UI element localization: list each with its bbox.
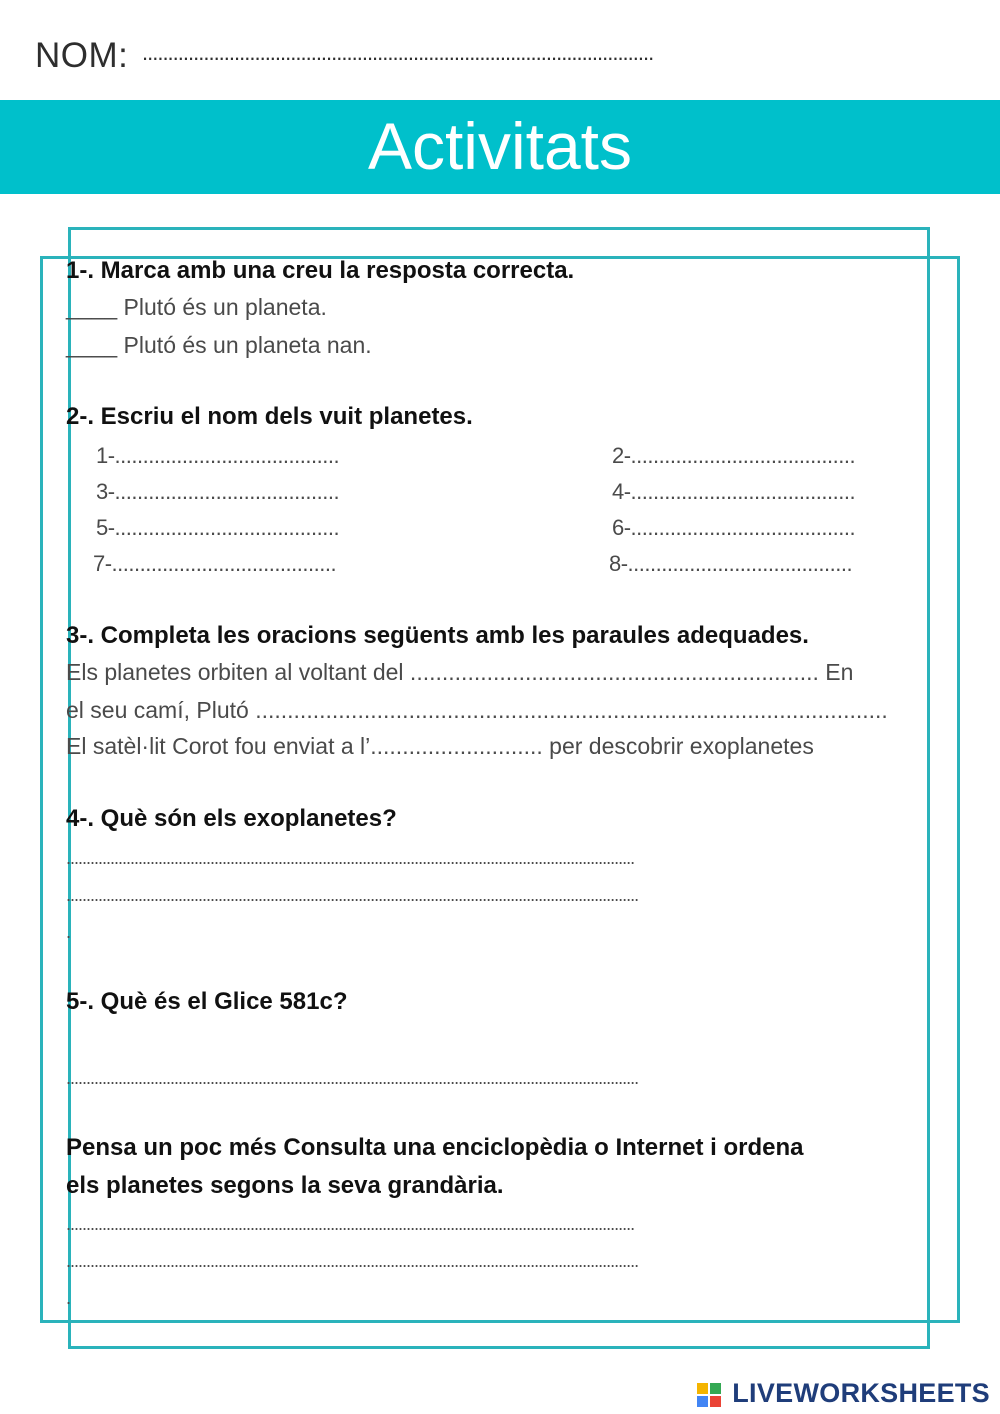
- question-4-answer-line-3[interactable]: .: [66, 922, 71, 942]
- question-4-answer-line-2[interactable]: ...............................................................................................................................................: [66, 885, 639, 905]
- question-1-option-1[interactable]: ____ Plutó és un planeta.: [66, 294, 327, 320]
- planet-blank-1[interactable]: 1-........................................: [96, 443, 340, 468]
- extra-activity-title-line-2: els planetes segons la seva grandària.: [66, 1172, 504, 1199]
- planet-blank-5[interactable]: 5-........................................: [96, 515, 340, 540]
- question-1-option-2[interactable]: ____ Plutó és un planeta nan.: [66, 332, 372, 358]
- question-3-line-3[interactable]: El satèl·lit Corot fou enviat a l’........................... per descobrir exoplanetes: [66, 733, 814, 759]
- watermark: LIVEWORKSHEETS: [732, 1378, 990, 1408]
- question-4-title: 4-. Què són els exoplanetes?: [66, 805, 397, 832]
- planet-blank-8[interactable]: 8-........................................: [609, 551, 853, 576]
- planet-blank-2[interactable]: 2-........................................: [612, 443, 856, 468]
- question-5-answer-line[interactable]: ...............................................................................................................................................: [66, 1068, 639, 1088]
- question-3-title: 3-. Completa les oracions següents amb les paraules adequades.: [66, 622, 809, 649]
- planet-blank-3[interactable]: 3-........................................: [96, 479, 340, 504]
- extra-answer-line-2[interactable]: ...............................................................................................................................................: [66, 1251, 639, 1271]
- name-input-line[interactable]: ....................................................................................................: [142, 40, 654, 65]
- extra-activity-title-line-1: Pensa un poc més Consulta una enciclopèdia o Internet i ordena: [66, 1134, 804, 1161]
- question-4-answer-line-1[interactable]: ..............................................................................................................................................: [66, 848, 635, 868]
- question-3-line-2[interactable]: el seu camí, Plutó ...................................................................................................: [66, 697, 888, 723]
- question-3-line-1[interactable]: Els planetes orbiten al voltant del ................................................................ En: [66, 659, 854, 685]
- extra-answer-line-3[interactable]: .: [66, 1288, 71, 1308]
- planet-blank-4[interactable]: 4-........................................: [612, 479, 856, 504]
- question-2-title: 2-. Escriu el nom dels vuit planetes.: [66, 403, 473, 430]
- planet-blank-6[interactable]: 6-........................................: [612, 515, 856, 540]
- page-title: Activitats: [367, 109, 633, 183]
- extra-answer-line-1[interactable]: ..............................................................................................................................................: [66, 1214, 635, 1234]
- liveworksheets-logo-icon: [697, 1383, 721, 1407]
- name-label: NOM:: [35, 36, 129, 75]
- question-1-title: 1-. Marca amb una creu la resposta correcta.: [66, 257, 575, 284]
- planet-blank-7[interactable]: 7-........................................: [93, 551, 337, 576]
- question-5-title: 5-. Què és el Glice 581c?: [66, 988, 348, 1015]
